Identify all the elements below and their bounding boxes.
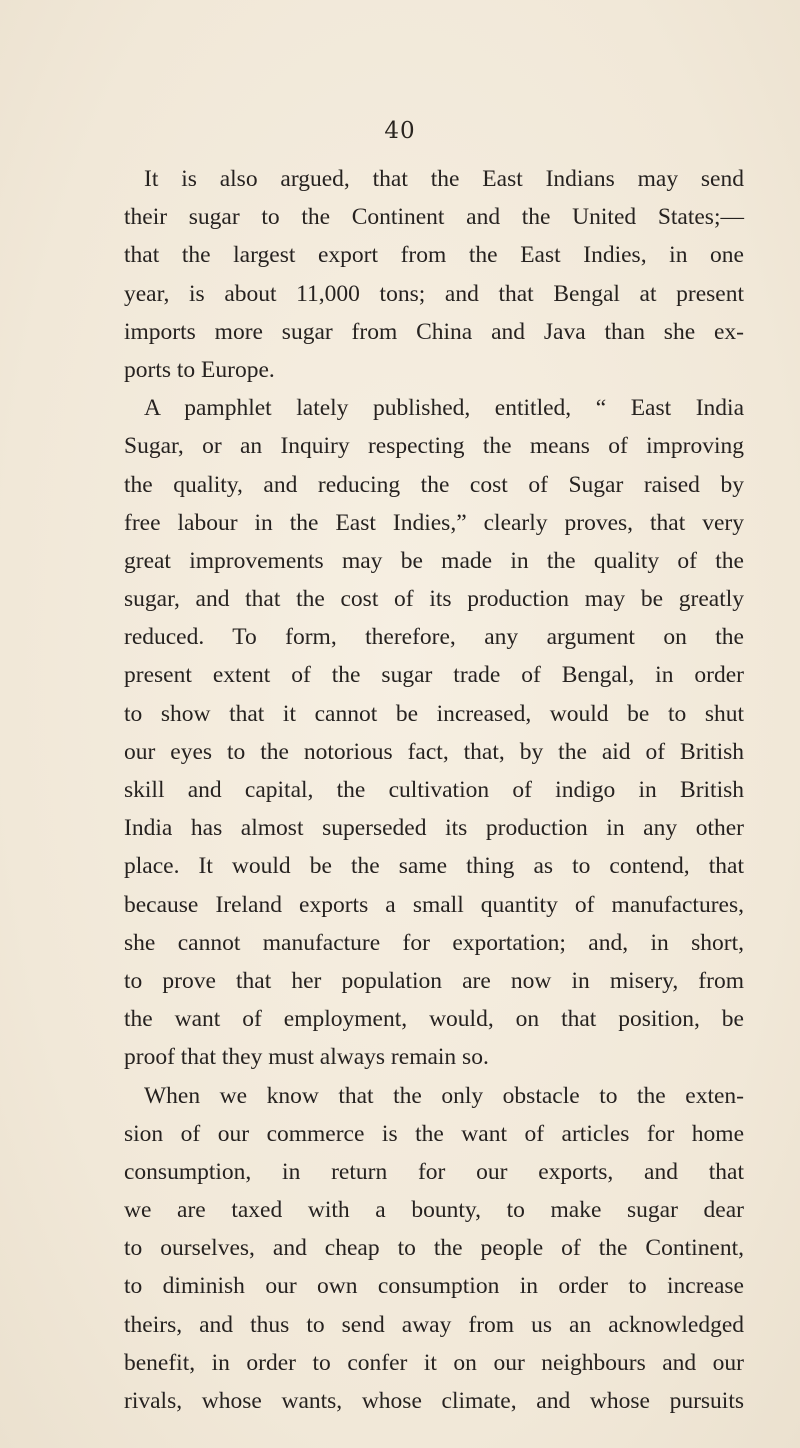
text-line: the quality, and reducing the cost of Sugar raised by: [124, 471, 744, 498]
text-line: great improvements may be made in the quality of the: [124, 547, 744, 574]
text-line: theirs, and thus to send away from us an acknowledged: [124, 1311, 744, 1338]
text-line: When we know that the only obstacle to the exten-: [144, 1082, 744, 1109]
text-line: imports more sugar from China and Java than she ex-: [124, 318, 744, 345]
text-line: A pamphlet lately published, entitled, “ East India: [144, 395, 744, 422]
text-line: year, is about 11,000 tons; and that Bengal at present: [124, 280, 744, 307]
text-line: because Ireland exports a small quantity of manufactures,: [124, 891, 744, 918]
text-line: rivals, whose wants, whose climate, and whose pursuits: [124, 1388, 744, 1414]
text-line: to prove that her population are now in misery, from: [124, 967, 744, 994]
text-line: consumption, in return for our exports, and that: [124, 1158, 744, 1185]
text-line: place. It would be the same thing as to contend, that: [124, 853, 744, 880]
page-number: 40: [384, 118, 416, 144]
text-line: the want of employment, would, on that position, be: [124, 1006, 744, 1033]
paragraph-2: [124, 389, 744, 1076]
text-line: Sugar, or an Inquiry respecting the means of improving: [124, 433, 744, 460]
text-line: free labour in the East Indies,” clearly proves, that very: [124, 509, 744, 536]
text-line: their sugar to the Continent and the United States;—: [124, 204, 744, 231]
text-line: ports to Europe.: [124, 356, 275, 383]
text-line: to diminish our own consumption in order to increase: [124, 1273, 744, 1300]
text-line: she cannot manufacture for exportation; and, in short,: [124, 929, 744, 956]
text-line: sugar, and that the cost of its production may be greatly: [124, 586, 744, 613]
text-line: It is also argued, that the East Indians may send: [144, 166, 744, 192]
paragraph-3: [124, 1077, 744, 1421]
paragraph-1: [124, 160, 744, 389]
text-line: to ourselves, and cheap to the people of the Continent,: [124, 1235, 744, 1262]
text-line: present extent of the sugar trade of Bengal, in order: [124, 662, 744, 689]
text-line: reduced. To form, therefore, any argument on the: [124, 624, 744, 651]
text-line: that the largest export from the East Indies, in one: [124, 242, 744, 269]
text-line: proof that they must always remain so.: [124, 1044, 489, 1071]
text-line: we are taxed with a bounty, to make sugar dear: [124, 1197, 744, 1224]
text-line: to show that it cannot be increased, would be to shut: [124, 700, 744, 727]
text-line: sion of our commerce is the want of articles for home: [124, 1120, 744, 1147]
body-text: [124, 160, 744, 1420]
text-line: benefit, in order to confer it on our neighbours and our: [124, 1349, 744, 1376]
text-line: skill and capital, the cultivation of indigo in British: [124, 777, 744, 803]
text-line: India has almost superseded its production in any other: [124, 815, 744, 842]
text-line: our eyes to the notorious fact, that, by the aid of British: [124, 738, 744, 765]
